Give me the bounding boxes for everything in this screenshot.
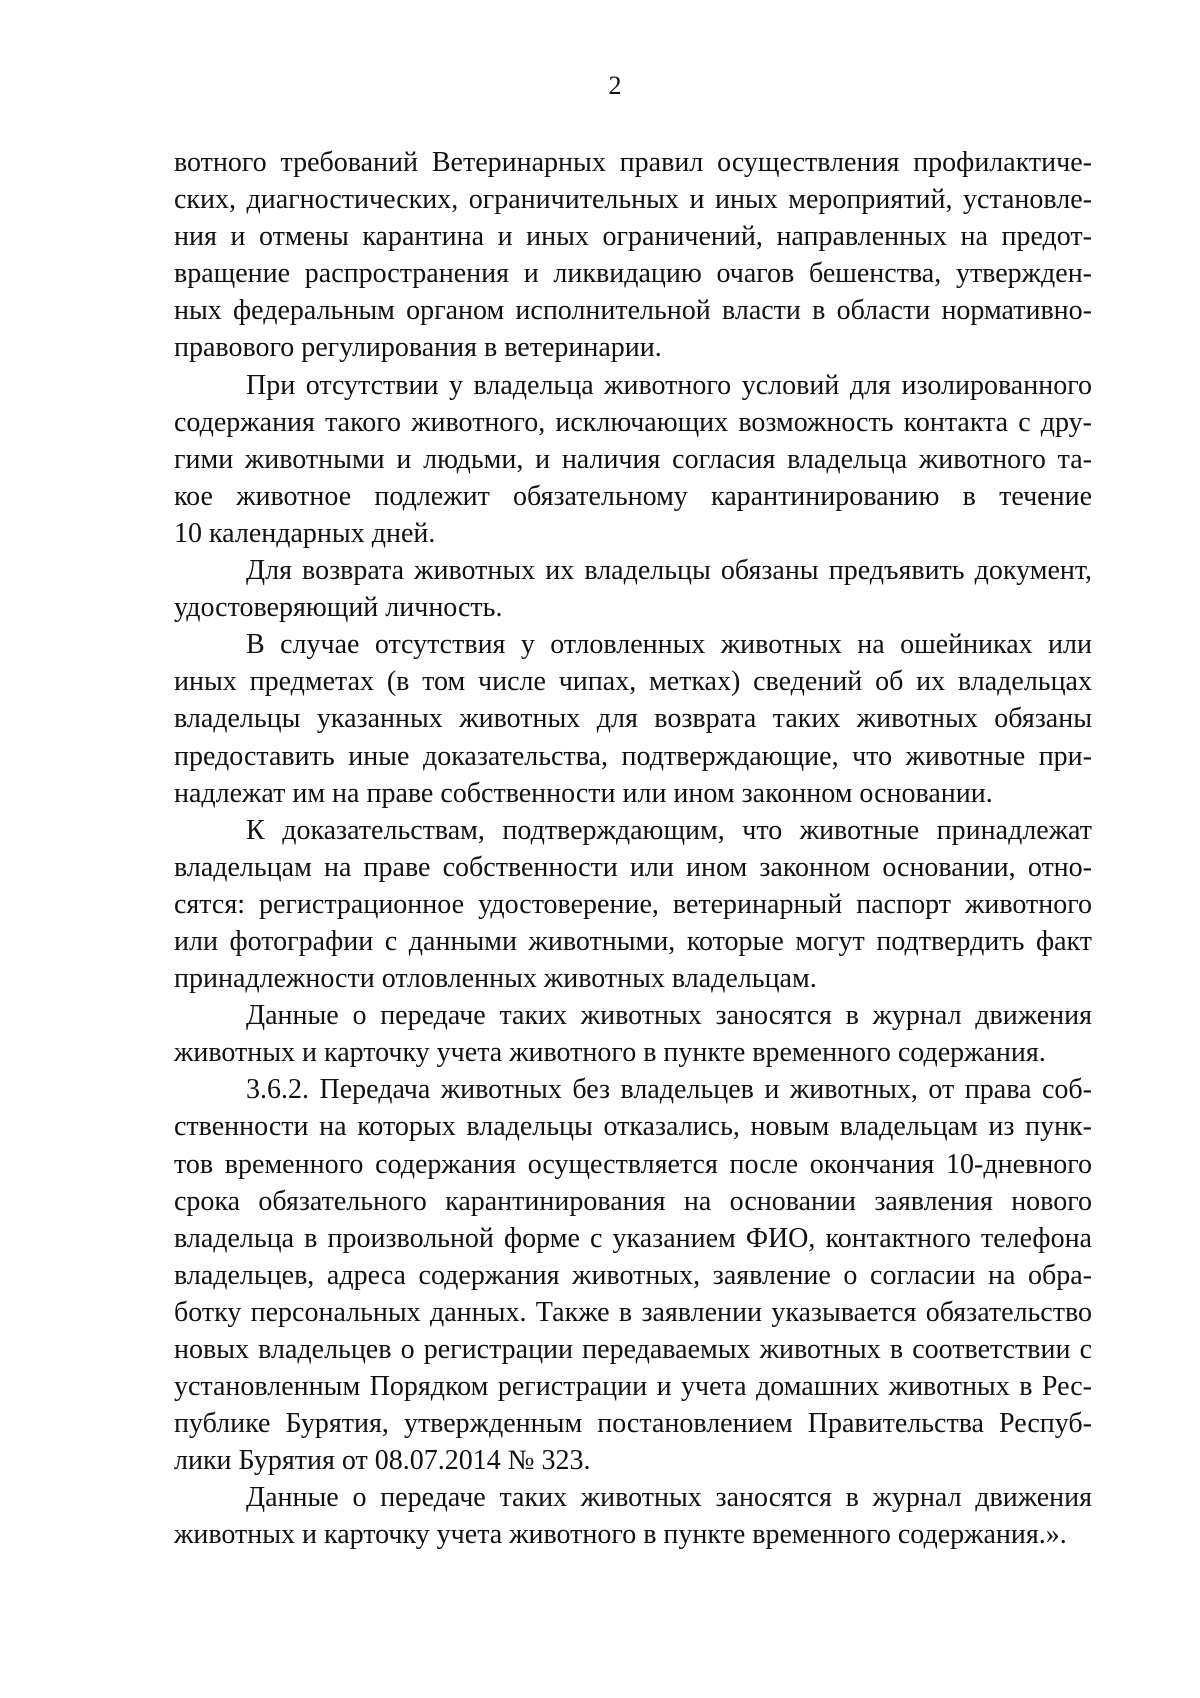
text-line: установленным Порядком регистрации и учета домашних животных в Рес- [174, 1371, 1092, 1403]
text-line: Данные о передаче таких животных заносятся в журнал движения [246, 1482, 1092, 1514]
text-line: При отсутствии у владельца животного условий для изолированного [246, 369, 1092, 401]
paragraph [174, 367, 1092, 552]
text-line: содержания такого животного, исключающих возможность контакта с дру- [174, 406, 1092, 438]
text-line: ботку персональных данных. Также в заявлении указывается обязательство [174, 1296, 1092, 1328]
text-line: правового регулирования в ветеринарии. [174, 332, 662, 364]
text-line: вотного требований Ветеринарных правил осуществления профилактиче- [174, 147, 1092, 178]
text-line: ских, диагностических, ограничительных и иных мероприятий, установле- [174, 184, 1092, 216]
paragraph [174, 1071, 1092, 1479]
text-line: К доказательствам, подтверждающим, что животные принадлежат [246, 814, 1092, 846]
text-line: лики Бурятия от 08.07.2014 № 323. [174, 1445, 591, 1477]
text-line: животных и карточку учета животного в пункте временного содержания.». [174, 1519, 1067, 1551]
text-line: животных и карточку учета животного в пункте временного содержания. [174, 1037, 1046, 1069]
document-body [174, 144, 1092, 1554]
text-line: срока обязательного карантинирования на основании заявления нового [174, 1185, 1092, 1217]
text-line: Данные о передаче таких животных заносятся в журнал движения [246, 1000, 1092, 1032]
text-line: иных предметах (в том числе чипах, метках) сведений об их владельцах [174, 666, 1092, 698]
text-line: владельца в произвольной форме с указанием ФИО, контактного телефона [174, 1222, 1092, 1254]
text-line: вращение распространения и ликвидацию очагов бешенства, утвержден- [174, 258, 1092, 290]
text-line: 3.6.2. Передача животных без владельцев и животных, от права соб- [246, 1074, 1092, 1106]
paragraph [174, 144, 1092, 367]
text-line: 10 календарных дней. [174, 517, 436, 549]
text-line: ных федеральным органом исполнительной власти в области нормативно- [174, 295, 1092, 327]
text-line: владельцам на праве собственности или ином законном основании, отно- [174, 851, 1092, 883]
text-line: тов временного содержания осуществляется после окончания 10-дневного [174, 1148, 1092, 1180]
text-line: или фотографии с данными животными, которые могут подтвердить факт [174, 925, 1092, 957]
paragraph [174, 997, 1092, 1071]
text-line: владельцы указанных животных для возврата таких животных обязаны [174, 703, 1092, 735]
text-line: принадлежности отловленных животных владельцам. [174, 963, 817, 995]
paragraph [174, 812, 1092, 997]
text-line: новых владельцев о регистрации передаваемых животных в соответствии с [174, 1334, 1092, 1365]
paragraph [174, 626, 1092, 811]
text-line: В случае отсутствия у отловленных животных на ошейниках или [246, 629, 1092, 661]
text-line: Для возврата животных их владельцы обязаны предъявить документ, [246, 555, 1092, 587]
text-line: предоставить иные доказательства, подтверждающие, что животные при- [174, 740, 1092, 772]
text-line: ния и отмены карантина и иных ограничений, направленных на предот- [174, 221, 1092, 253]
text-line: кое животное подлежит обязательному карантинированию в течение [174, 480, 1092, 512]
text-line: владельцев, адреса содержания животных, заявление о согласии на обра- [174, 1259, 1092, 1291]
paragraph [174, 552, 1092, 626]
page-number: 2 [608, 71, 622, 100]
text-line: надлежат им на праве собственности или ином законном основании. [174, 777, 993, 809]
text-line: ственности на которых владельцы отказались, новым владельцам из пунк- [174, 1111, 1092, 1143]
text-line: сятся: регистрационное удостоверение, ветеринарный паспорт животного [174, 888, 1092, 920]
paragraph [174, 1479, 1092, 1553]
text-line: публике Бурятия, утвержденным постановлением Правительства Респуб- [174, 1408, 1092, 1440]
text-line: удостоверяющий личность. [174, 592, 503, 624]
text-line: гими животными и людьми, и наличия согласия владельца животного та- [174, 443, 1092, 475]
